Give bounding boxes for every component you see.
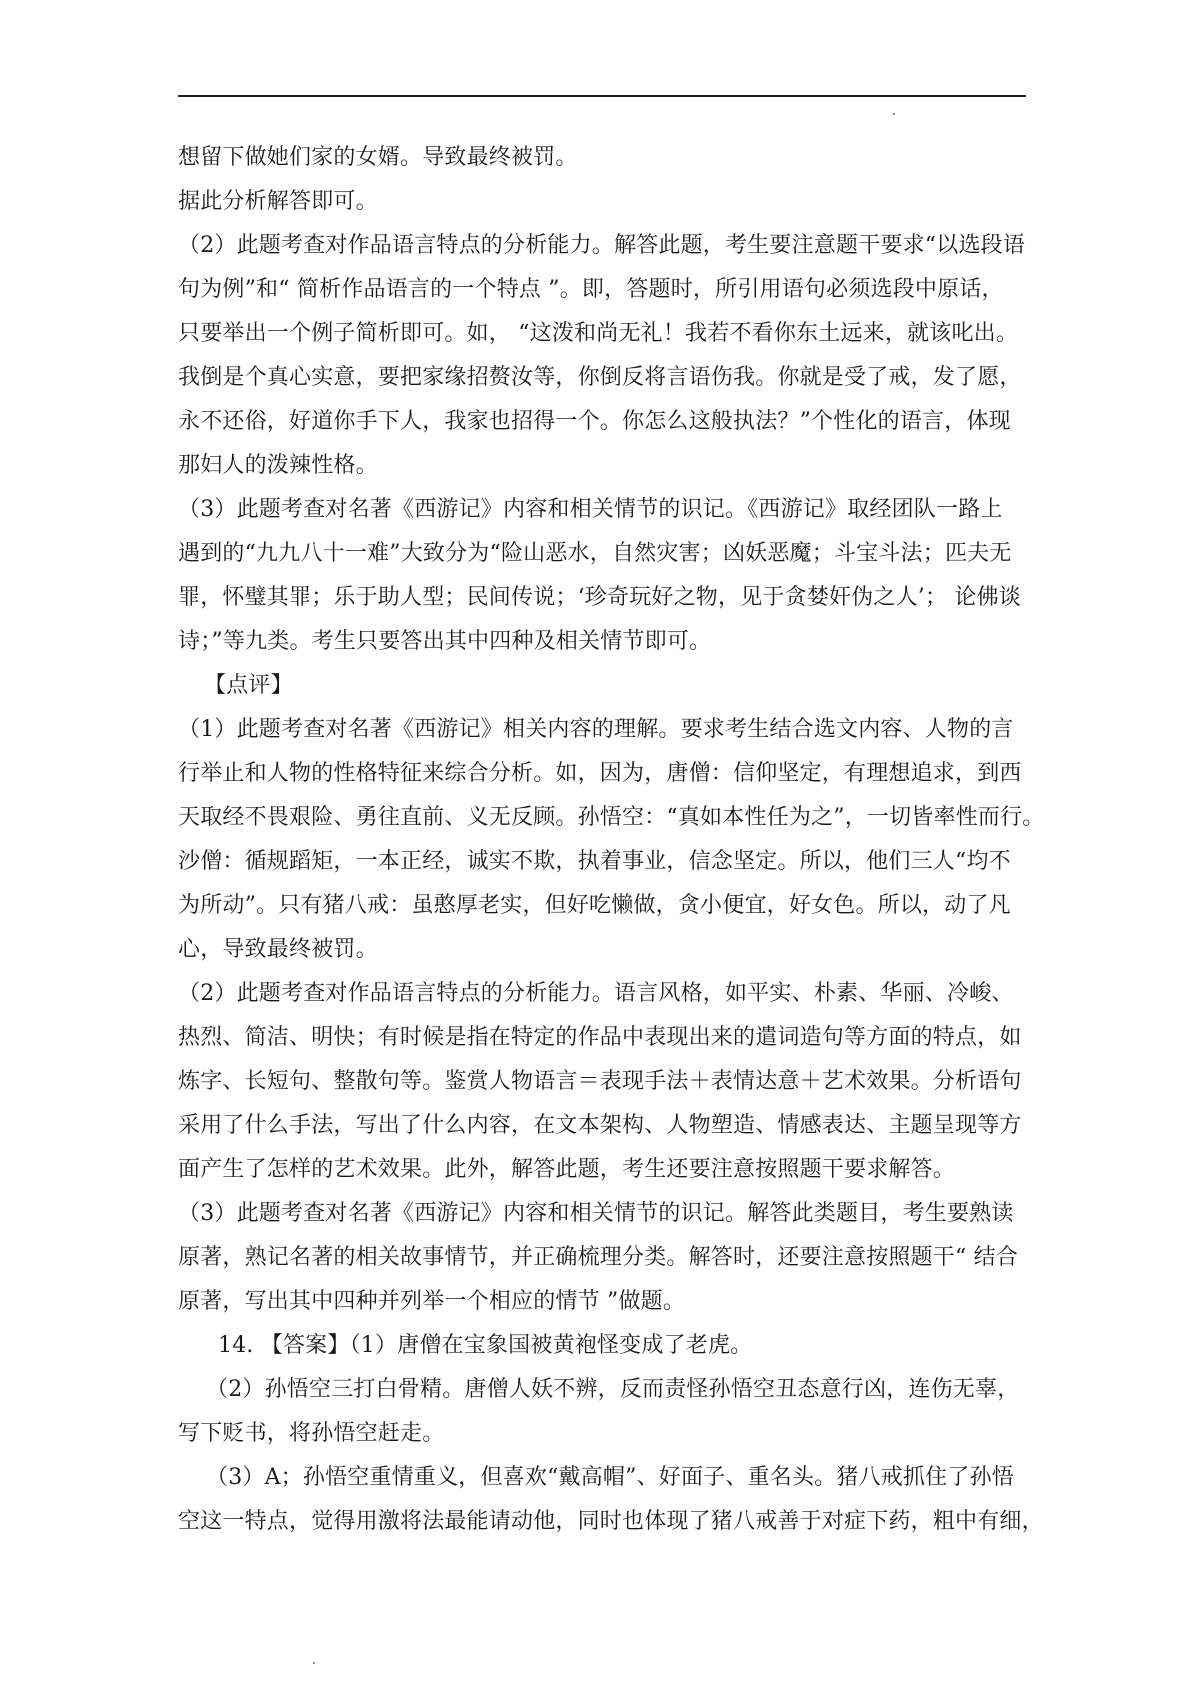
header-rule [178, 95, 1026, 97]
text-line: 沙僧：循规蹈矩，一本正经，诚实不欺，执着事业，信念坚定。所以，他们三人“均不 [178, 849, 1011, 874]
text-line: 写下贬书，将孙悟空赶走。 [178, 1421, 445, 1446]
text-line: 想留下做她们家的女婿。导致最终被罚。 [178, 145, 578, 170]
text-line: 14. 【答案】（1）唐僧在宝象国被黄袍怪变成了老虎。 [218, 1333, 753, 1358]
text-line: （1）此题考查对名著《西游记》相关内容的理解。要求考生结合选文内容、人物的言 [178, 717, 1014, 742]
text-line: 那妇人的泼辣性格。 [178, 453, 378, 478]
answer-text-body [178, 136, 1045, 1544]
text-line: （3）此题考查对名著《西游记》内容和相关情节的识记。《西游记》取经团队一路上 [178, 497, 1003, 522]
text-line: 行举止和人物的性格特征来综合分析。如，因为，唐僧：信仰坚定，有理想追求，到西 [178, 761, 1022, 786]
text-line: 罪，怀璧其罪；乐于助人型；民间传说；‘珍奇玩好之物，见于贪婪奸伪之人’； 论佛谈 [178, 585, 1021, 610]
text-line: 天取经不畏艰险、勇往直前、义无反顾。孙悟空：“真如本性任为之”，一切皆率性而行。 [178, 805, 1045, 830]
text-line: （2）孙悟空三打白骨精。唐僧人妖不辨，反而责怪孙悟空丑态意行凶，连伤无辜， [206, 1377, 1020, 1402]
text-line: 空这一特点，觉得用激将法最能请动他，同时也体现了猪八戒善于对症下药，粗中有细， [178, 1509, 1044, 1534]
text-line: 诗；”等九类。考生只要答出其中四种及相关情节即可。 [178, 629, 712, 654]
text-line: 据此分析解答即可。 [178, 189, 378, 214]
text-line: （3）此题考查对名著《西游记》内容和相关情节的识记。解答此类题目，考生要熟读 [178, 1201, 1014, 1226]
text-line: 【点评】 [204, 673, 293, 698]
text-line: 心，导致最终被罚。 [178, 937, 378, 962]
text-line: （2）此题考查对作品语言特点的分析能力。解答此题，考生要注意题干要求“以选段语 [178, 233, 1026, 258]
text-line: 只要举出一个例子简析即可。如， “这泼和尚无礼！我若不看你东土远来，就该叱出。 [178, 321, 1019, 346]
text-line: 炼字、长短句、整散句等。鉴赏人物语言＝表现手法＋表情达意＋艺术效果。分析语句 [178, 1069, 1022, 1094]
text-line: 我倒是个真心实意，要把家缘招赘汝等，你倒反将言语伤我。你就是受了戒，发了愿， [178, 365, 1022, 390]
text-line: 采用了什么手法，写出了什么内容，在文本架构、人物塑造、情感表达、主题呈现等方 [178, 1113, 1022, 1138]
text-line: 面产生了怎样的艺术效果。此外，解答此题，考生还要注意按照题干要求解答。 [178, 1157, 956, 1182]
text-line: 永不还俗，好道你手下人，我家也招得一个。你怎么这般执法？”个性化的语言，体现 [178, 409, 1011, 434]
mark-dot [893, 113, 895, 115]
text-line: 热烈、简洁、明快；有时候是指在特定的作品中表现出来的遣词造句等方面的特点，如 [178, 1025, 1022, 1050]
text-line: （2）此题考查对作品语言特点的分析能力。语言风格，如平实、朴素、华丽、冷峻、 [178, 981, 1014, 1006]
mark-dot [313, 1662, 315, 1664]
text-line: 原著，熟记名著的相关故事情节，并正确梳理分类。解答时，还要注意按照题干“ 结合 [178, 1245, 1019, 1270]
text-line: 为所动”。只有猪八戒：虽憨厚老实，但好吃懒做，贪小便宜，好女色。所以，动了凡 [178, 893, 1011, 918]
text-line: （3）A；孙悟空重情重义，但喜欢“戴高帽”、好面子、重名头。猪八戒抓住了孙悟 [206, 1465, 1014, 1490]
text-line: 句为例”和“ 简析作品语言的一个特点 ”。即，答题时，所引用语句必须选段中原话， [178, 277, 1004, 302]
text-line: 原著，写出其中四种并列举一个相应的情节 ”做题。 [178, 1289, 686, 1314]
text-line: 遇到的“九九八十一难”大致分为“险山恶水，自然灾害；凶妖恶魔；斗宝斗法；匹夫无 [178, 541, 1012, 566]
